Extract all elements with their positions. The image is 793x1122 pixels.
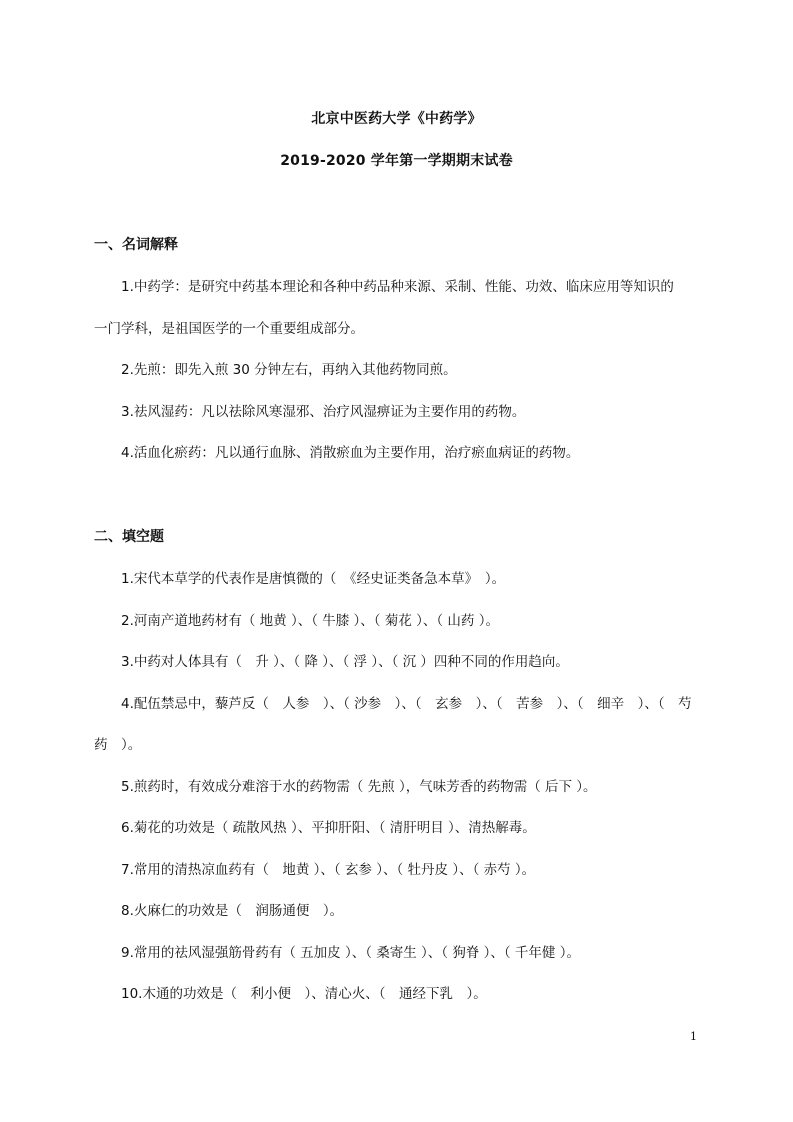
definition-line: 4.活血化瘀药：凡以通行血脉、消散瘀血为主要作用，治疗瘀血病证的药物。 <box>121 445 580 461</box>
document-title: 北京中医药大学《中药学》 <box>311 111 482 127</box>
section-heading-definitions: 一、名词解释 <box>94 237 178 253</box>
question-line: 4.配伍禁忌中，藜芦反（ 人参 ）、（ 沙参 ）、（ 玄参 ）、（ 苦参 ）、（ 细辛 ）、（ 芍 <box>121 696 692 712</box>
question-line: 10.木通的功效是（ 利小便 ）、清心火、（ 通经下乳 ）。 <box>121 986 487 1002</box>
definition-line: 一门学科，是祖国医学的一个重要组成部分。 <box>94 321 364 337</box>
page-number: 1 <box>690 1030 697 1043</box>
question-line: 6.菊花的功效是（ 疏散风热 ）、平抑肝阳、（ 清肝明目 ）、清热解毒。 <box>121 820 536 836</box>
document-subtitle: 2019-2020 学年第一学期期末试卷 <box>280 153 513 169</box>
section-heading-fill-blanks: 二、填空题 <box>94 529 164 545</box>
question-line: 9.常用的祛风湿强筋骨药有（ 五加皮 ）、（ 桑寄生 ）、（ 狗脊 ）、（ 千年健 ）。 <box>121 945 580 961</box>
question-line: 药 ）。 <box>94 737 142 753</box>
question-line: 2.河南产道地药材有（ 地黄 ）、（ 牛膝 ）、（ 菊花 ）、（ 山药 ）。 <box>121 613 499 629</box>
question-line: 7.常用的清热凉血药有（ 地黄 ）、（ 玄参 ）、（ 牡丹皮 ）、（ 赤芍 ）。 <box>121 862 536 878</box>
definition-line: 3.祛风湿药：凡以祛除风寒湿邪、治疗风湿痹证为主要作用的药物。 <box>121 404 526 420</box>
question-line: 3.中药对人体具有（ 升 ）、（ 降 ）、（ 浮 ）、（ 沉 ）四种不同的作用趋向。 <box>121 654 569 670</box>
definition-line: 2.先煎：即先入煎 30 分钟左右，再纳入其他药物同煎。 <box>121 362 457 378</box>
definition-line: 1.中药学：是研究中药基本理论和各种中药品种来源、采制、性能、功效、临床应用等知识的 <box>121 279 674 295</box>
question-line: 8.火麻仁的功效是（ 润肠通便 ）。 <box>121 903 344 919</box>
question-line: 1.宋代本草学的代表作是唐慎微的（ 《经史证类备急本草》 ）。 <box>121 571 506 587</box>
question-line: 5.煎药时，有效成分难溶于水的药物需（ 先煎 ），气味芳香的药物需（ 后下 ）。 <box>121 779 597 795</box>
